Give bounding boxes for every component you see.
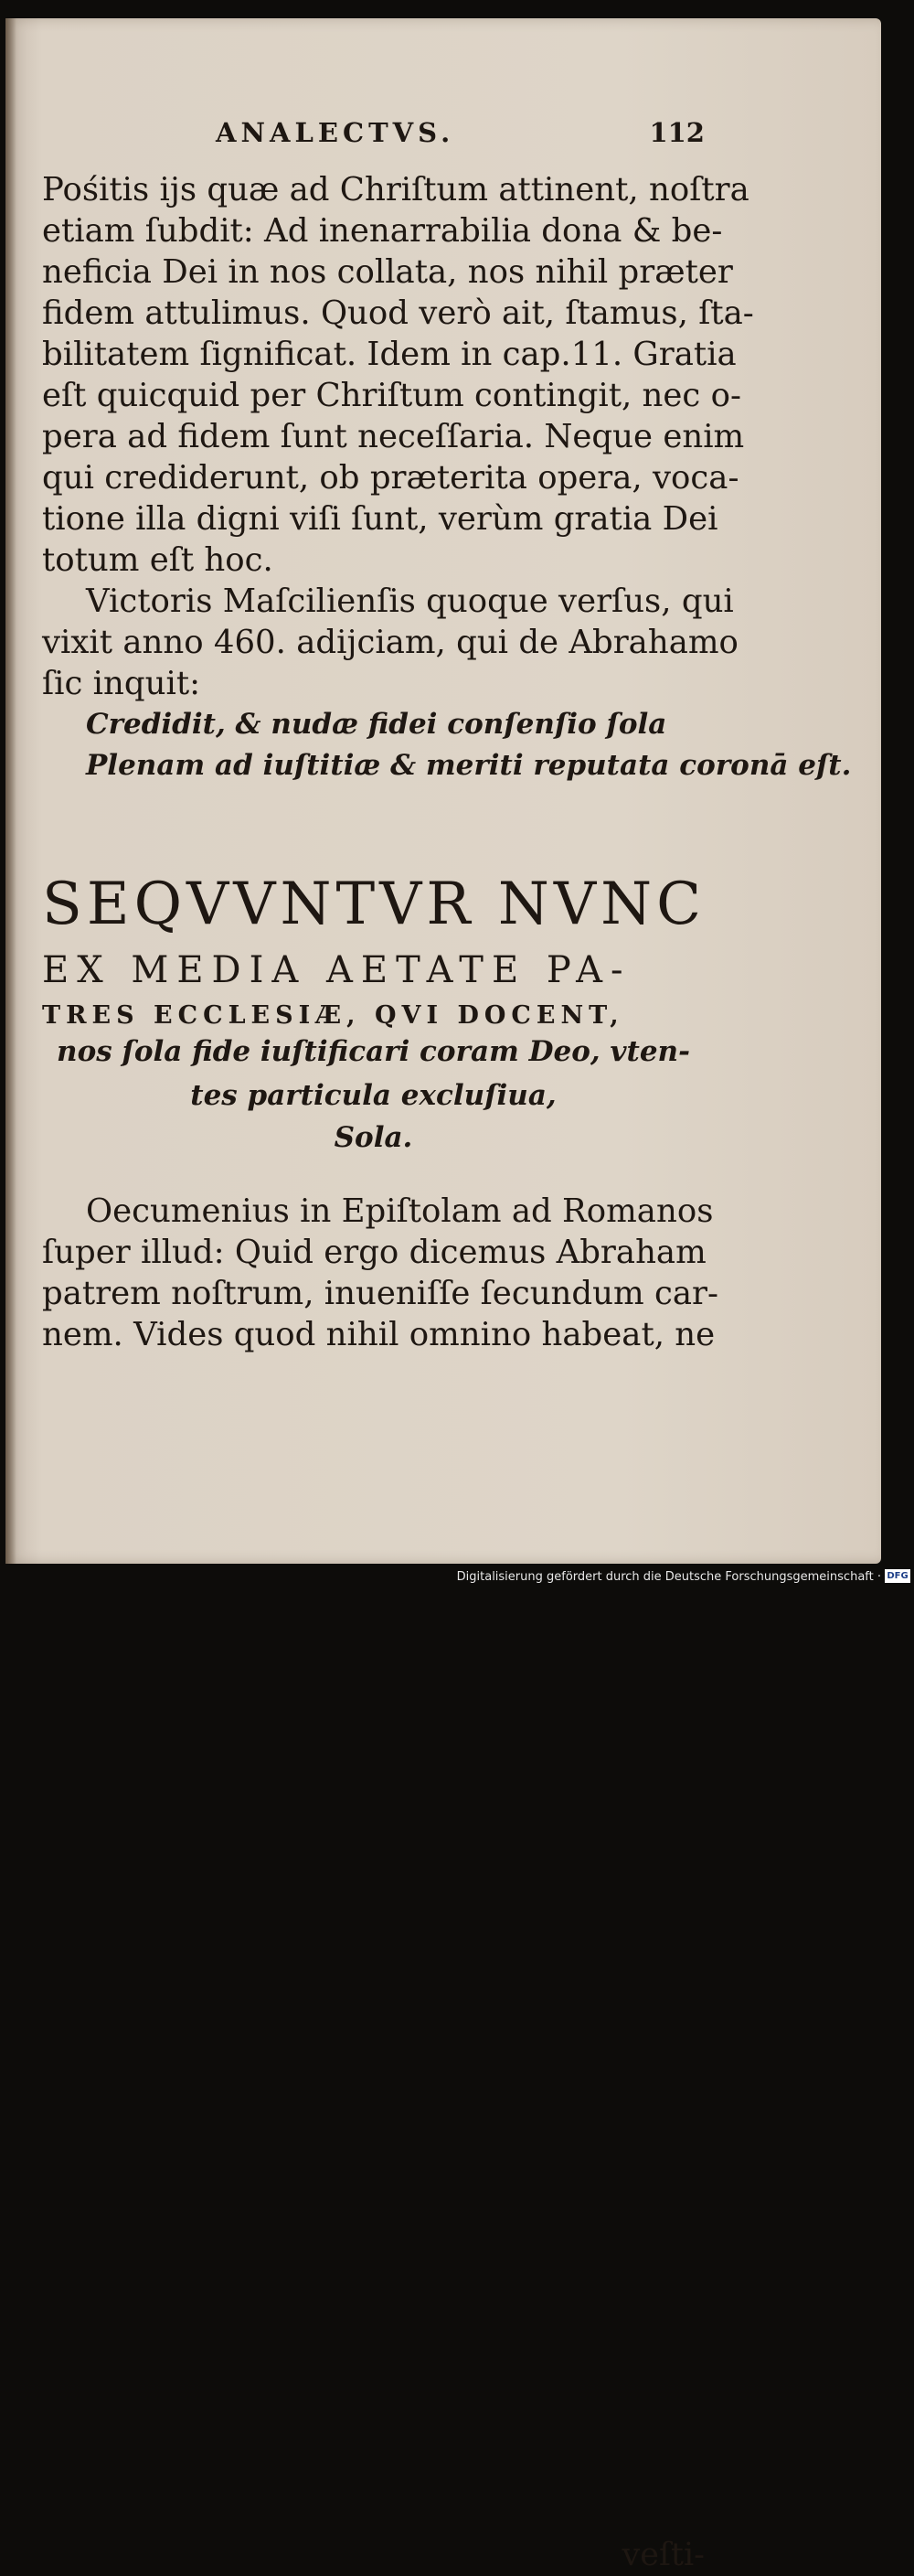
page-number: 112 [649,117,705,148]
text-line: nem. Vides quod nihil omnino habeat, ne [42,1316,716,1353]
text-line: ſic inquit: [42,665,201,702]
text-line: Victoris Maſcilienſis quoque verſus, qui [86,583,734,620]
text-line: totum eſt hoc. [42,541,273,579]
text-line: tione illa digni viſi ſunt, verùm gratia Dei [42,500,718,538]
running-title: ANALECTVS. [216,117,455,148]
heading-subtitle: tes particula excluſiua, [190,1079,557,1112]
text-line: ſuper illud: Quid ergo dicemus Abraham [42,1234,707,1271]
page-header [42,117,705,163]
body-text [42,169,852,786]
heading-subtitle: nos ſola fide iuſtificari coram Deo, vten- [57,1035,690,1068]
text-line: pera ad fidem ſunt neceſſaria. Neque enim [42,418,745,455]
section-heading: SEQVVNTVR NVNC [42,871,707,938]
verse-line: Plenam ad iuſtitiæ & meriti reputata coronā eſt. [86,749,852,782]
footer-credit: Digitalisierung gefördert durch die Deutsche Forschungsgemeinschaft · [456,1570,881,1584]
text-line: vixit anno 460. adijciam, qui de Abrahamo [42,624,739,661]
heading-subtitle: Sola. [334,1121,413,1154]
text-line: bilitatem ſignificat. Idem in cap.11. Gratia [42,336,737,373]
text-line: Pośitis ijs quæ ad Chriſtum attinent, noſtra [42,171,749,208]
section-heading-line-3: TRES ECCLESIÆ, QVI DOCENT, [42,1001,624,1030]
digitization-footer [0,1566,914,1588]
section-heading-line-2: EX MEDIA AETATE PA- [42,949,632,991]
text-line: eſt quicquid per Chriſtum contingit, nec o- [42,377,741,414]
text-line: fidem attulimus. Quod verò ait, ſtamus, ſta- [42,294,754,332]
catchword: veſti- [622,2537,705,2573]
text-line: etiam ſubdit: Ad inenarrabilia dona & be- [42,212,723,250]
dfg-logo: DFG [885,1569,910,1583]
text-line: patrem noſtrum, inueniſſe ſecundum car- [42,1275,718,1312]
text-line: neficia Dei in nos collata, nos nihil præter [42,253,733,291]
text-line: qui crediderunt, ob præterita opera, voca- [42,459,739,497]
verse-line: Credidit, & nudæ fidei conſenſio ſola [86,708,667,741]
spine-shadow [5,18,16,1564]
text-line: Oecumenius in Epiſtolam ad Romanos [86,1192,714,1230]
